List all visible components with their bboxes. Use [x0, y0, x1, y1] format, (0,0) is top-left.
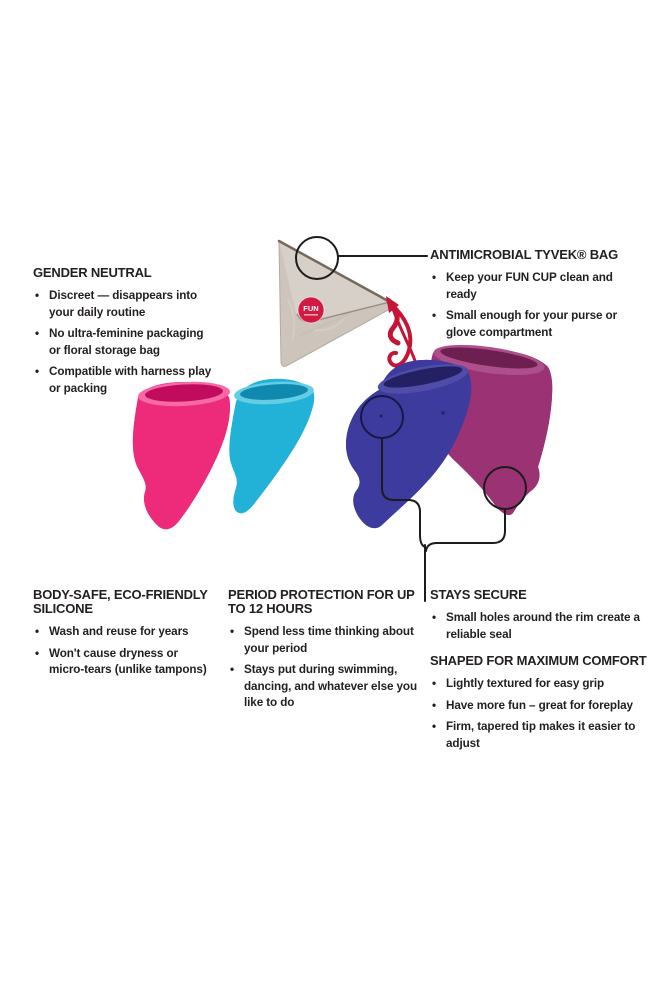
section-stays-secure — [430, 588, 652, 648]
bullet-item: • Discreet — disappears into your daily routine — [33, 288, 215, 321]
section-heading: PERIOD PROTECTION FOR UP TO 12 HOURS — [228, 587, 415, 616]
bullet-item: • Have more fun – great for foreplay — [430, 698, 664, 715]
section-heading: GENDER NEUTRAL — [33, 265, 152, 280]
bullet-item: • Compatible with harness play or packing — [33, 364, 215, 397]
section-shaped-for-comfort — [430, 654, 664, 757]
bullet-item: • Keep your FUN CUP clean and ready — [430, 270, 646, 303]
rim-hole — [379, 414, 382, 417]
section-heading: ANTIMICROBIAL TYVEK® BAG — [430, 247, 618, 262]
section-body-safe-silicone — [33, 588, 208, 684]
bullet-list — [33, 288, 215, 397]
section-antimicrobial-tyvek-bag — [430, 248, 646, 346]
rim-hole — [441, 411, 444, 414]
section-heading: BODY-SAFE, ECO-FRIENDLY SILICONE — [33, 587, 208, 616]
section-gender-neutral — [33, 266, 215, 402]
bullet-list — [33, 624, 208, 679]
section-heading: SHAPED FOR MAXIMUM COMFORT — [430, 653, 647, 668]
bullet-item: • No ultra-feminine packaging or floral storage bag — [33, 326, 215, 359]
bullet-item: • Firm, tapered tip makes it easier to adjust — [430, 719, 664, 752]
bullet-item: • Stays put during swimming, dancing, and whatever else you like to do — [228, 662, 420, 712]
bullet-item: • Small holes around the rim create a reliable seal — [430, 610, 652, 643]
fun-cup-pink — [133, 380, 231, 530]
bullet-list — [430, 676, 664, 752]
logo-text: FUN — [303, 304, 319, 313]
fun-cup-blue — [346, 358, 471, 528]
purple-cup-callout-line — [426, 509, 505, 551]
bullet-list — [228, 624, 420, 712]
bullet-item: • Lightly textured for easy grip — [430, 676, 664, 693]
bullet-item: • Spend less time thinking about your period — [228, 624, 420, 657]
bullet-item: • Won't cause dryness or micro-tears (unlike tampons) — [33, 646, 208, 679]
tyvek-bag — [279, 241, 416, 378]
section-heading: STAYS SECURE — [430, 587, 527, 602]
bullet-list — [430, 610, 652, 643]
fun-factory-logo — [298, 297, 324, 323]
section-period-protection — [228, 588, 420, 717]
fun-cup-turquoise — [229, 379, 314, 513]
bullet-list — [430, 270, 646, 341]
bullet-item: • Small enough for your purse or glove compartment — [430, 308, 646, 341]
bullet-item: • Wash and reuse for years — [33, 624, 208, 641]
